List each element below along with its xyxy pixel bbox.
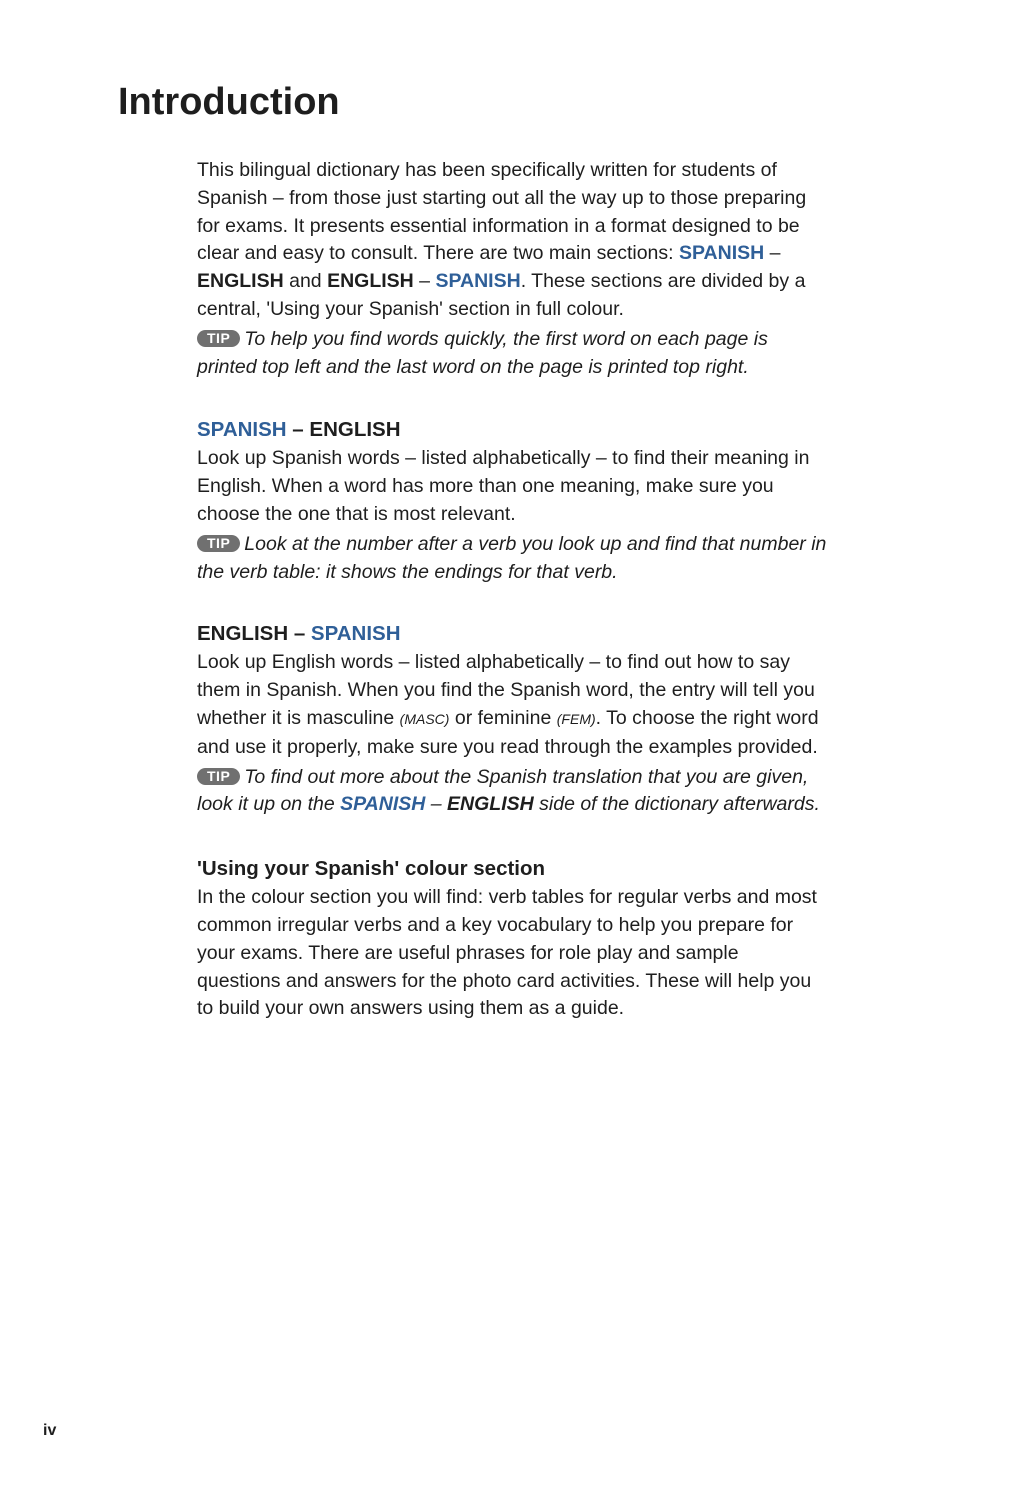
english-spanish-tip-text-a: To find out more about the Spanish translation that you are given, look it up on the — [197, 765, 809, 816]
section-heading-english-spanish — [197, 619, 827, 649]
intro-and: and — [283, 270, 328, 293]
tip-english-label: ENGLISH — [447, 793, 534, 816]
page-title: Introduction — [118, 81, 340, 123]
english-spanish-text-a: Look up English words – listed alphabetically – to find out how to say them in Spanish. When you find the Spanish word, the entry will tell you whether it is masculine — [197, 651, 815, 729]
english-spanish-tip-text-b: side of the dictionary afterwards. — [533, 793, 820, 816]
intro-text-a: This bilingual dictionary has been specifically written for students of Spanish – from those just starting out all the way up to those preparing for exams. It presents essential information in a format designed to be clear and easy to consult. There are two main sections: — [197, 159, 807, 265]
intro-spanish-label-2: SPANISH — [435, 270, 521, 293]
section-heading-spanish-english — [197, 415, 827, 445]
intro-english-label-2: ENGLISH — [327, 270, 414, 293]
english-spanish-tip — [197, 764, 827, 820]
spanish-english-tip — [197, 531, 827, 587]
english-spanish-text-b: or feminine — [449, 706, 557, 729]
section-heading-colour-section: 'Using your Spanish' colour section — [197, 857, 546, 881]
colour-section-paragraph: In the colour section you will find: verb tables for regular verbs and most common irregular verbs and a key vocabulary to help you prepare for your exams. There are useful phrases for role play and sample questions and answers for the photo card activities. These will help you to build your own answers using them as a guide. — [197, 886, 817, 1020]
spanish-english-paragraph: Look up Spanish words – listed alphabetically – to find their meaning in English. When a word has more than one meaning, make sure you choose the one that is most relevant. — [197, 447, 810, 525]
tip-spanish-label: SPANISH — [340, 793, 426, 816]
english-spanish-text-c: . To choose the right word and use it properly, make sure you read through the examples provided. — [197, 706, 819, 758]
main-content — [197, 157, 827, 1023]
heading-spanish-label: SPANISH — [310, 622, 401, 646]
intro-dash-1: – — [764, 242, 781, 265]
intro-text-b: . These sections are divided by a central, 'Using your Spanish' section in full colour. — [197, 270, 806, 320]
fem-note: (FEM) — [556, 710, 596, 727]
heading-dash: – — [286, 418, 310, 442]
intro-english-label-1: ENGLISH — [197, 270, 284, 293]
heading-spanish-label: SPANISH — [197, 418, 287, 442]
heading-english-label: ENGLISH — [197, 622, 289, 646]
tip-badge: TIP — [197, 330, 240, 347]
intro-tip-text: To help you find words quickly, the first word on each page is printed top left and the last word on the page is printed top right. — [197, 327, 768, 378]
intro-dash-2: – — [413, 270, 436, 293]
masc-note: (MASC) — [399, 710, 450, 727]
tip-badge: TIP — [197, 535, 240, 552]
intro-paragraph — [197, 157, 827, 324]
tip-dash: – — [425, 793, 448, 816]
heading-dash: – — [288, 622, 311, 646]
page-number: iv — [43, 1422, 57, 1439]
spanish-english-tip-text: Look at the number after a verb you look up and find that number in the verb table: it shows the endings for that verb. — [197, 532, 827, 583]
intro-spanish-label-1: SPANISH — [678, 242, 765, 265]
intro-tip — [197, 326, 827, 382]
english-spanish-paragraph — [197, 649, 827, 761]
heading-english-label: ENGLISH — [309, 418, 401, 442]
tip-badge: TIP — [197, 768, 240, 785]
